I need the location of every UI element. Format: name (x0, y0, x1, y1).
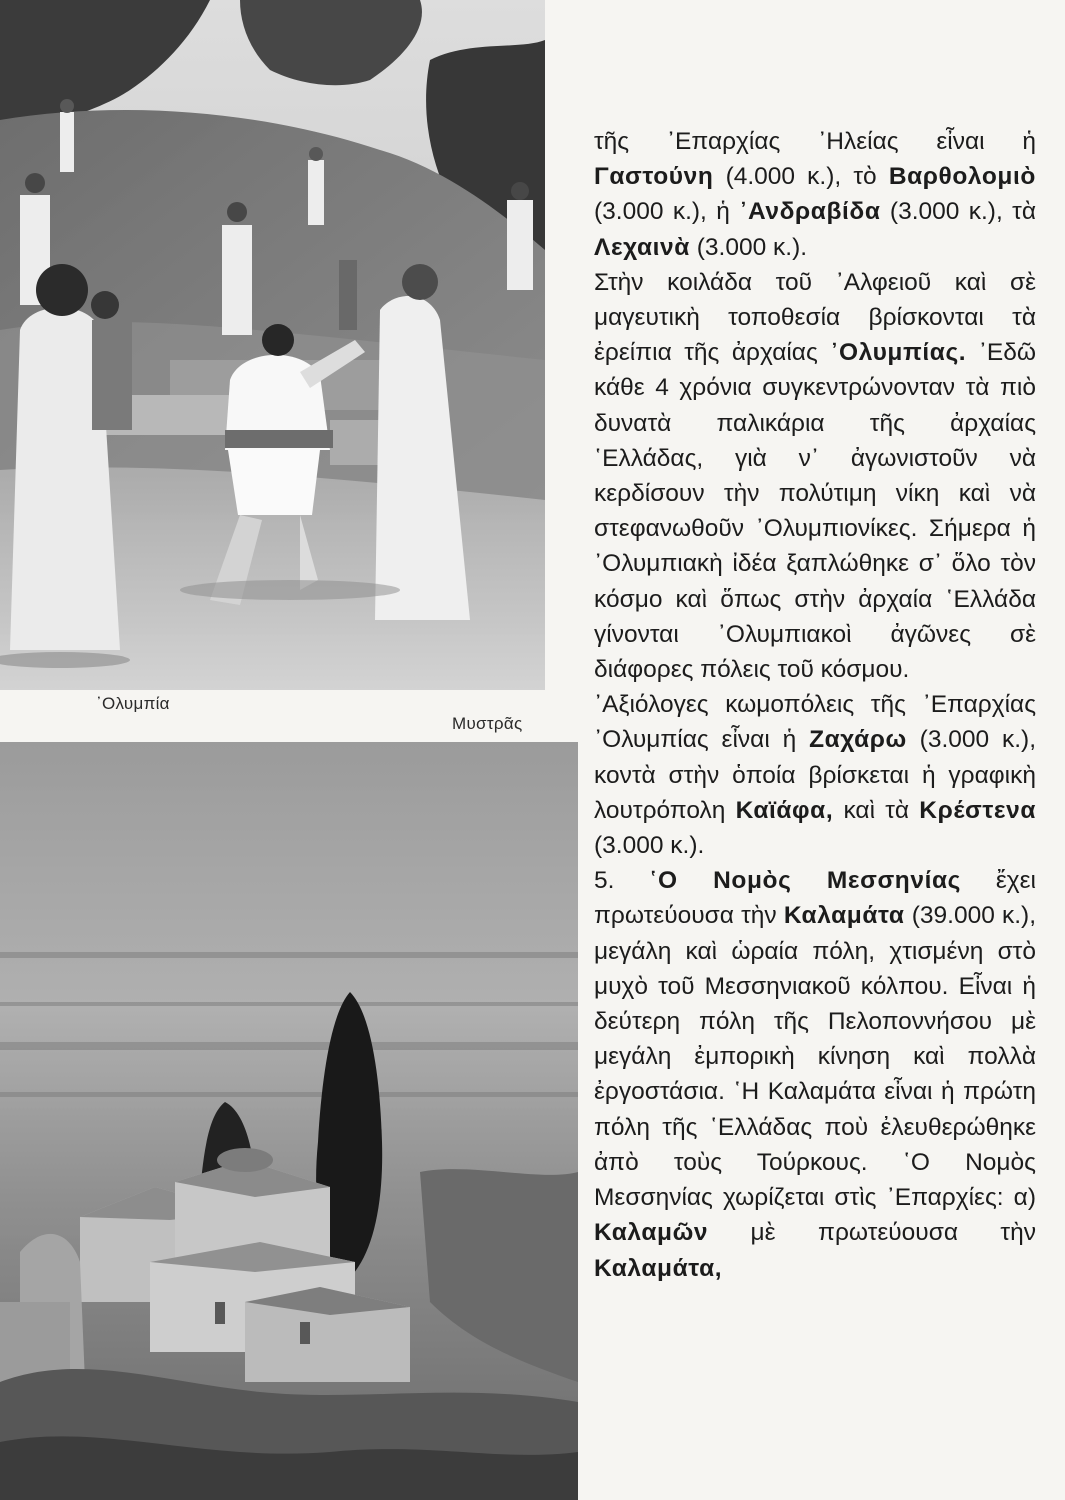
text-run: καὶ τὰ (833, 796, 920, 824)
paragraph-olympia-towns (594, 687, 1036, 863)
place-name-kaiafa: Καϊάφα, (735, 796, 834, 824)
paragraph-olympia (594, 265, 1036, 687)
text-run: (39.000 κ.), μεγάλη καὶ ὡραία πόλη, χτισμένη στὸ μυχὸ τοῦ Μεσσηνιακοῦ κόλπου. Εἶναι ἡ δεύτερη πόλη τῆς Πελοποννήσου μὲ μεγάλη ἐμπορικὴ κίνηση καὶ πολλὰ ἐργοστάσια. ῾Η Καλαμάτα εἶναι ἡ πρώτη πόλη τῆς ῾Ελλάδας ποὺ ἐλευθερώθηκε ἀπὸ τοὺς Τούρκους. ῾Ο Νομὸς Μεσσηνίας χωρίζεται στὶς ᾿Επαρχίες: α) (594, 902, 1036, 1212)
paragraph-eleia (594, 124, 1036, 265)
text-run: Στὴν κοιλάδα τοῦ ᾿Αλφειοῦ καὶ σὲ μαγευτικὴ τοποθεσία βρίσκονται τὰ ἐρείπια τῆς ἀρχαίας (594, 268, 1036, 367)
text-run: τῆς ᾿Επαρχίας ᾿Ηλείας εἶναι ἡ (594, 128, 1036, 155)
place-name-vartholomio: Βαρθολομιὸ (888, 163, 1036, 191)
text-run: (3.000 κ.), τὰ (880, 198, 1036, 226)
article-text (594, 124, 1036, 1286)
text-run: μὲ πρωτεύουσα τὴν (708, 1219, 1036, 1247)
place-name-lechaina: Λεχαινὰ (594, 233, 690, 261)
place-name-olympia: ᾿Ολυμπίας. (830, 339, 967, 367)
text-run: 5. (594, 867, 650, 895)
heading-messinia: ῾Ο Νομὸς Μεσσηνίας (649, 867, 962, 895)
mystras-caption: Μυστρᾶς (452, 714, 523, 733)
text-run: (3.000 κ.), κοντὰ στὴν ὁποία βρίσκεται ἡ γραφικὴ λουτρόπολη (594, 726, 1037, 824)
place-name-gastouni: Γαστούνη (594, 163, 714, 191)
olympia-caption: ᾿Ολυμπία (96, 694, 170, 713)
text-run: ἔχει πρωτεύουσα τὴν (594, 867, 1036, 930)
text-run: (3.000 κ.). (594, 832, 705, 860)
place-name-kalamon: Καλαμῶν (594, 1219, 709, 1247)
place-name-krestena: Κρέστενα (919, 796, 1036, 824)
text-run: (3.000 κ.). (689, 233, 808, 261)
mystras-photo (0, 742, 578, 1500)
place-name-kalamata-capital: Καλαμάτα, (594, 1254, 723, 1282)
text-run: ᾿Εδῶ κάθε 4 χρόνια συγκεντρώνονταν τὰ πιὸ δυνατὰ παλικάρια τῆς ἀρχαίας ῾Ελλάδας, γιὰ ν᾿ ἀγωνιστοῦν νὰ κερδίσουν τὴν πολύτιμη νίκη καὶ νὰ στεφανωθοῦν ᾿Ολυμπιονίκες. Σήμερα ἡ ᾿Ολυμπιακὴ ἰδέα ξαπλώθηκε σ᾿ ὅλο τὸν κόσμο καὶ ὅπως στὴν ἀρχαία ῾Ελλάδα γίνονται ᾿Ολυμπιακοὶ ἀγῶνες σὲ διάφορες πόλεις τοῦ κόσμου. (594, 339, 1036, 684)
text-run: (4.000 κ.), τὸ (713, 163, 889, 191)
place-name-zacharo: Ζαχάρω (809, 726, 907, 754)
paragraph-messinia (594, 863, 1036, 1285)
olympia-photo (0, 0, 545, 690)
place-name-kalamata: Καλαμάτα (783, 902, 905, 930)
text-run: (3.000 κ.), ἡ (594, 198, 740, 226)
text-run: ᾿Αξιόλογες κωμοπόλεις τῆς ᾿Επαρχίας ᾿Ολυμπίας εἶναι ἡ (594, 691, 1036, 754)
place-name-andravida: ᾿Ανδραβίδα (739, 198, 881, 226)
